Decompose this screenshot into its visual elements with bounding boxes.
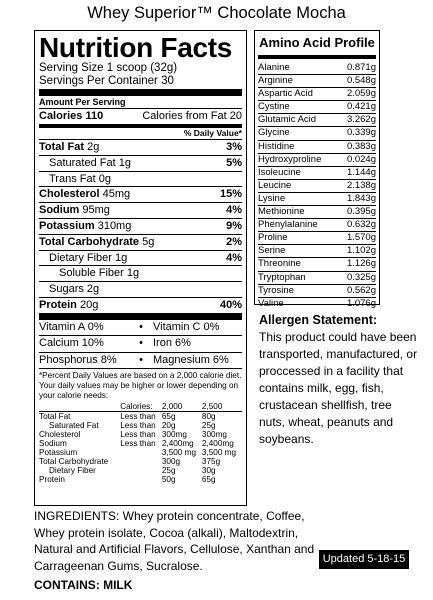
allergen-statement <box>259 312 419 448</box>
footnote-cell <box>39 402 120 412</box>
footnote-cell: 375g <box>201 456 221 466</box>
amino-row <box>258 219 376 232</box>
nutrient-label: Saturated Fat <box>49 156 116 169</box>
amino-row <box>258 141 376 154</box>
nutrient-label: Potassium <box>39 219 95 232</box>
nutrition-facts-heading: Nutrition Facts <box>39 32 233 63</box>
ingredients-text: INGREDIENTS: Whey protein concentrate, Coffee, Whey protein isolate, Cocoa (alkali), Maltodextrin, Natural and Artificial Flavors, Cellulose, Xanthan and Carrageenan Gums, Sucralose. <box>34 509 315 573</box>
vitamin-right: Vitamin C 0% <box>153 320 220 333</box>
allergen-text: This product could have been transported, manufactured, or proccessed in a facility that contains milk, egg, fish, crustacean shellfish, tree nuts, wheat, peanuts and soybeans. <box>259 330 418 446</box>
amino-value: 1.570g <box>346 232 376 244</box>
footnote-table-row <box>39 448 242 457</box>
vitamin-row <box>39 320 242 337</box>
nutrient-row-saturated-fat <box>39 156 242 172</box>
nutrient-amount: 2g <box>86 283 100 296</box>
amino-row <box>258 154 376 167</box>
bullet: • <box>139 353 143 366</box>
amino-row <box>258 232 376 245</box>
nutrient-amount: 95mg <box>82 204 110 217</box>
nutrient-label: Cholesterol <box>39 188 100 201</box>
nutrient-label: Soluble Fiber <box>59 267 124 280</box>
amino-value: 0.383g <box>346 140 376 152</box>
vitamin-row <box>39 353 242 370</box>
amino-row <box>258 285 376 298</box>
footnote-cell: 300mg <box>201 429 227 439</box>
nutrient-row-trans-fat <box>39 172 242 188</box>
amino-name: Lysine <box>258 192 286 204</box>
calories-label: Calories 110 <box>39 110 104 122</box>
amino-value: 0.325g <box>346 271 376 283</box>
footnote-cell: 65g <box>161 411 176 421</box>
nutrient-dv: 9% <box>226 219 242 232</box>
nutrient-row-potassium <box>39 219 242 235</box>
amino-row <box>258 75 376 88</box>
footnote-table-row <box>39 421 242 430</box>
nutrient-amount: 1g <box>115 251 128 264</box>
nutrient-dv: 4% <box>226 251 242 264</box>
divider-thick <box>39 89 242 96</box>
footnote-table-header <box>39 402 242 412</box>
nutrient-amount: 2g <box>87 141 100 153</box>
nutrient-amount: 45mg <box>102 188 131 201</box>
amino-row <box>258 101 376 114</box>
divider-thick <box>39 313 242 320</box>
nutrient-dv: 15% <box>219 188 242 201</box>
vitamin-right: Magnesium 6% <box>153 353 229 366</box>
vitamin-left: Phosphorus 8% <box>39 353 117 366</box>
amino-row <box>258 245 376 258</box>
amino-name: Alanine <box>258 62 290 73</box>
footnote-cell: Total Fat <box>39 411 71 421</box>
nutrient-dv: 40% <box>219 298 242 311</box>
bullet: • <box>139 337 143 350</box>
footnote-cell: Dietary Fiber <box>49 465 96 475</box>
nutrient-row-dietary-fiber <box>39 251 242 267</box>
amino-row <box>258 62 376 75</box>
footnote-table-row <box>39 475 242 484</box>
contains-text: CONTAINS: MILK <box>34 578 133 592</box>
amino-name: Proline <box>258 232 288 244</box>
amino-name: Phenylalanine <box>258 219 318 231</box>
nutrient-row-total-carbohydrate <box>39 235 242 251</box>
footnote-cell: Protein <box>39 474 65 484</box>
amino-row <box>258 127 376 140</box>
amino-row <box>258 193 376 206</box>
amino-value: 0.632g <box>346 219 376 231</box>
footnote-cell <box>120 457 162 466</box>
serving-size: Serving Size 1 scoop (32g) <box>39 62 178 74</box>
amino-row <box>258 88 376 101</box>
amino-name: Valine <box>258 297 284 309</box>
footnote-cell: 50g <box>161 474 176 484</box>
amino-name: Leucine <box>258 179 292 191</box>
amino-value: 1.102g <box>346 245 376 257</box>
footnote-cell: 25g <box>201 420 216 430</box>
footnote-cell: Potassium <box>39 447 78 457</box>
footnote-table-row <box>39 466 242 475</box>
footnote-cell <box>120 466 162 475</box>
amino-value: 1.144g <box>346 166 376 178</box>
footnote-cell: Calories: <box>120 401 153 411</box>
nutrient-label: Sodium <box>39 204 80 217</box>
footnote-table-row <box>39 411 242 421</box>
amino-name: Arginine <box>258 75 293 87</box>
nutrient-label: Dietary Fiber <box>49 251 112 264</box>
amino-row <box>258 206 376 219</box>
updated-badge: Updated 5-18-15 <box>319 550 409 569</box>
vitamin-left: Vitamin A 0% <box>39 320 104 333</box>
nutrient-amount: 1g <box>118 156 131 169</box>
amino-row <box>258 298 376 310</box>
amino-acid-profile-title: Amino Acid Profile <box>258 31 376 59</box>
amino-name: Histidine <box>258 140 295 152</box>
footnote-cell: 25g <box>161 465 176 475</box>
nutrient-row-sugars <box>39 282 242 298</box>
footnote-cell: Less than <box>120 429 156 439</box>
amino-value: 0.871g <box>346 62 376 73</box>
amino-value: 0.395g <box>346 206 376 218</box>
bullet: • <box>139 320 143 333</box>
footnote-cell: 20g <box>161 420 176 430</box>
footnote-cell: 2,400mg <box>161 438 194 448</box>
amino-name: Isoleucine <box>258 166 301 178</box>
amino-value: 0.024g <box>346 153 376 165</box>
footnote-cell: 2,400mg <box>201 438 234 448</box>
amino-name: Serine <box>258 245 286 257</box>
amino-name: Tryptophan <box>258 271 306 283</box>
nutrient-row-total-fat <box>39 140 242 156</box>
footnote-cell: 80g <box>201 411 216 421</box>
amino-value: 0.339g <box>346 127 376 139</box>
amino-name: Cystine <box>258 101 290 113</box>
footnote-table-row <box>39 439 242 448</box>
daily-value-header: % Daily Value* <box>39 128 242 140</box>
footnote-cell: 2,500 <box>201 401 223 411</box>
amino-value: 0.562g <box>346 284 376 296</box>
amino-name: Tyrosine <box>258 284 294 296</box>
footnote-cell: 2,000 <box>161 401 183 411</box>
nutrient-label: Total Fat <box>39 141 85 153</box>
footnote-cell <box>120 448 162 457</box>
footnote-cell: Total Carbohydrate <box>39 456 109 466</box>
amino-row <box>258 114 376 127</box>
nutrient-amount: 20g <box>79 298 99 311</box>
footnote-table-row <box>39 430 242 439</box>
nutrient-row-protein <box>39 298 242 313</box>
footnote-cell: 30g <box>201 465 216 475</box>
footnote-cell: 3,500 mg <box>201 447 237 457</box>
calories-from-fat: Calories from Fat 20 <box>142 110 242 122</box>
footnote-cell: Less than <box>120 411 156 421</box>
amino-row <box>258 180 376 193</box>
amino-list <box>258 62 376 310</box>
daily-value-footnote: *Percent Daily Values are based on a 2,000 calorie diet. Your daily values may be higher or lower depending on your calorie needs: <box>39 371 242 400</box>
nutrient-label: Trans Fat <box>49 172 96 185</box>
nutrient-amount: 0g <box>98 172 111 185</box>
amino-name: Threonine <box>258 258 301 270</box>
footnote-cell: 3,500 mg <box>161 447 196 457</box>
nutrient-label: Total Carbohydrate <box>39 235 140 248</box>
vitamin-row <box>39 336 242 353</box>
calories-row <box>39 109 242 124</box>
amino-value: 0.421g <box>346 101 376 113</box>
vitamin-left: Calcium 10% <box>39 337 104 350</box>
nutrient-dv: 5% <box>226 156 242 169</box>
nutrient-amount: 1g <box>126 267 140 280</box>
nutrient-label: Protein <box>39 298 77 311</box>
nutrient-row-sodium <box>39 203 242 219</box>
servings-per-container: Servings Per Container 30 <box>39 74 174 87</box>
nutrition-facts-panel <box>34 30 247 506</box>
amino-name: Glycine <box>258 127 290 139</box>
footnote-cell: Saturated Fat <box>49 420 99 430</box>
amino-acid-profile-panel <box>254 30 380 309</box>
amino-name: Hydroxyproline <box>258 153 322 165</box>
footnote-cell: 300mg <box>161 429 187 439</box>
amino-value: 2.059g <box>346 88 376 100</box>
footnote-table <box>39 402 242 484</box>
amino-name: Glutamic Acid <box>258 114 317 126</box>
nutrient-amount: 5g <box>142 235 155 248</box>
footnote-cell: Sodium <box>39 438 67 448</box>
nutrient-dv: 3% <box>226 141 242 153</box>
amino-name: Aspartic Acid <box>258 88 313 100</box>
nutrient-label: Sugars <box>49 283 84 296</box>
amino-row <box>258 258 376 271</box>
footnote-cell: Less than <box>120 438 156 448</box>
footnote-cell <box>120 475 162 484</box>
nutrient-row-soluble-fiber <box>39 266 242 282</box>
nutrient-row-cholesterol <box>39 187 242 203</box>
amino-value: 0.548g <box>346 75 376 87</box>
vitamin-right: Iron 6% <box>153 337 191 350</box>
amino-row <box>258 272 376 285</box>
amino-value: 2.138g <box>346 179 376 191</box>
footnote-cell: Cholesterol <box>39 429 81 439</box>
amino-value: 1.126g <box>346 258 376 270</box>
amino-value: 1.843g <box>346 192 376 204</box>
amino-name: Methionine <box>258 206 305 218</box>
amount-per-serving: Amount Per Serving <box>39 97 242 109</box>
nutrient-amount: 310mg <box>97 219 132 232</box>
footnote-cell: 300g <box>161 456 181 466</box>
nutrient-dv: 4% <box>226 204 242 217</box>
amino-row <box>258 167 376 180</box>
product-title: Whey Superior™ Chocolate Mocha <box>87 4 346 22</box>
footnote-cell: Less than <box>120 420 156 430</box>
footnote-cell: 65g <box>201 474 216 484</box>
footnote-table-row <box>39 457 242 466</box>
amino-value: 1.076g <box>346 297 376 309</box>
nutrient-dv: 2% <box>226 235 242 248</box>
amino-value: 3.262g <box>346 114 376 126</box>
allergen-title: Allergen Statement: <box>259 313 378 327</box>
